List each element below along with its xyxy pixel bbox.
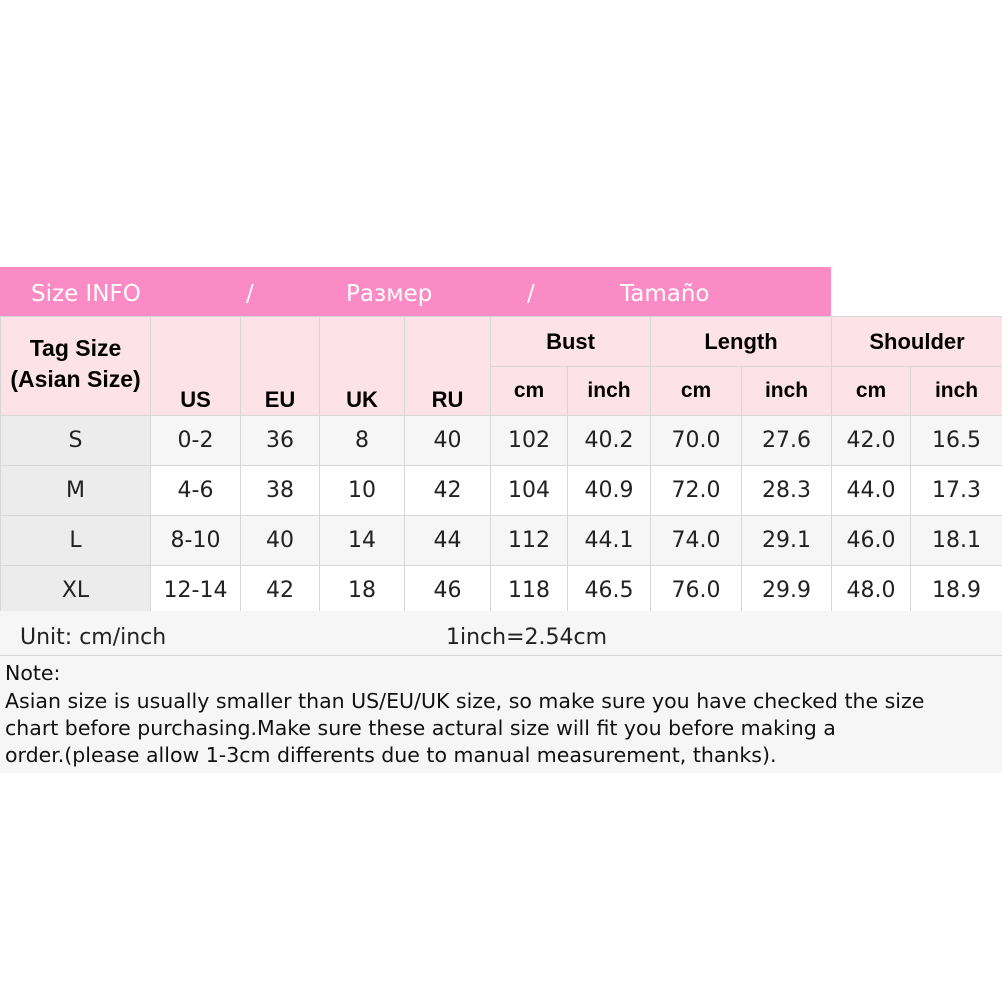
table-cell: 46 [405, 566, 491, 616]
table-cell: 8 [320, 416, 405, 466]
table-cell: 104 [491, 466, 568, 516]
note-box [0, 656, 1002, 773]
tag-size-header-line1: Tag Size [29, 335, 122, 361]
table-cell: 44.0 [832, 466, 911, 516]
note-text-line: order.(please allow 1-3cm differents due to manual measurement, thanks). [5, 743, 777, 767]
table-cell: 4-6 [151, 466, 241, 516]
note-text-line: chart before purchasing.Make sure these actural size will fit you before making a [5, 716, 836, 740]
table-cell: 14 [320, 516, 405, 566]
table-cell: 44.1 [568, 516, 651, 566]
table-cell: 8-10 [151, 516, 241, 566]
shoulder-cm-header: cm [832, 367, 911, 416]
table-cell: 112 [491, 516, 568, 566]
table-cell: 40.2 [568, 416, 651, 466]
table-cell: 28.3 [742, 466, 832, 516]
note-title: Note: [5, 661, 61, 685]
table-cell: 42 [241, 566, 320, 616]
table-cell: 42.0 [832, 416, 911, 466]
table-cell: 12-14 [151, 566, 241, 616]
length-cm-header: cm [651, 367, 742, 416]
banner-title-russian: Размер [346, 281, 433, 307]
group-header-length: Length [651, 317, 832, 367]
banner-separator: / [246, 281, 254, 307]
group-header-bust: Bust [491, 317, 651, 367]
note-text-line: Asian size is usually smaller than US/EU/UK size, so make sure you have checked the size [5, 689, 925, 713]
size-info-banner [0, 267, 831, 316]
bust-inch-header: inch [568, 367, 651, 416]
table-cell: 18 [320, 566, 405, 616]
column-header-eu: EU [241, 317, 320, 416]
size-label: S [1, 416, 151, 466]
column-header-us: US [151, 317, 241, 416]
table-cell: 44 [405, 516, 491, 566]
table-cell: 40 [241, 516, 320, 566]
column-header-ru: RU [405, 317, 491, 416]
banner-separator: / [527, 281, 535, 307]
table-cell: 70.0 [651, 416, 742, 466]
table-cell: 18.9 [911, 566, 1002, 616]
bust-cm-header: cm [491, 367, 568, 416]
table-row [1, 516, 1002, 566]
unit-label: Unit: cm/inch [20, 625, 167, 650]
length-inch-header: inch [742, 367, 832, 416]
size-chart-table [0, 316, 1002, 616]
conversion-label: 1inch=2.54cm [446, 625, 608, 650]
table-cell: 102 [491, 416, 568, 466]
table-cell: 76.0 [651, 566, 742, 616]
column-header-uk: UK [320, 317, 405, 416]
table-row [1, 566, 1002, 616]
size-label: L [1, 516, 151, 566]
table-cell: 17.3 [911, 466, 1002, 516]
table-cell: 40 [405, 416, 491, 466]
table-cell: 29.1 [742, 516, 832, 566]
size-label: M [1, 466, 151, 516]
banner-title: Size INFO [31, 281, 141, 307]
tag-size-header [1, 317, 151, 416]
table-cell: 10 [320, 466, 405, 516]
table-cell: 118 [491, 566, 568, 616]
unit-info-row [0, 611, 1002, 656]
group-header-shoulder: Shoulder [832, 317, 1002, 367]
table-cell: 0-2 [151, 416, 241, 466]
table-cell: 40.9 [568, 466, 651, 516]
table-cell: 16.5 [911, 416, 1002, 466]
table-cell: 36 [241, 416, 320, 466]
table-cell: 48.0 [832, 566, 911, 616]
table-row [1, 466, 1002, 516]
table-cell: 27.6 [742, 416, 832, 466]
shoulder-inch-header: inch [911, 367, 1002, 416]
table-cell: 29.9 [742, 566, 832, 616]
table-cell: 42 [405, 466, 491, 516]
table-cell: 74.0 [651, 516, 742, 566]
banner-title-spanish: Tamaño [620, 281, 710, 307]
table-cell: 38 [241, 466, 320, 516]
table-row [1, 416, 1002, 466]
size-label: XL [1, 566, 151, 616]
table-cell: 46.0 [832, 516, 911, 566]
tag-size-header-line2: (Asian Size) [10, 366, 141, 392]
table-cell: 72.0 [651, 466, 742, 516]
table-cell: 18.1 [911, 516, 1002, 566]
table-cell: 46.5 [568, 566, 651, 616]
